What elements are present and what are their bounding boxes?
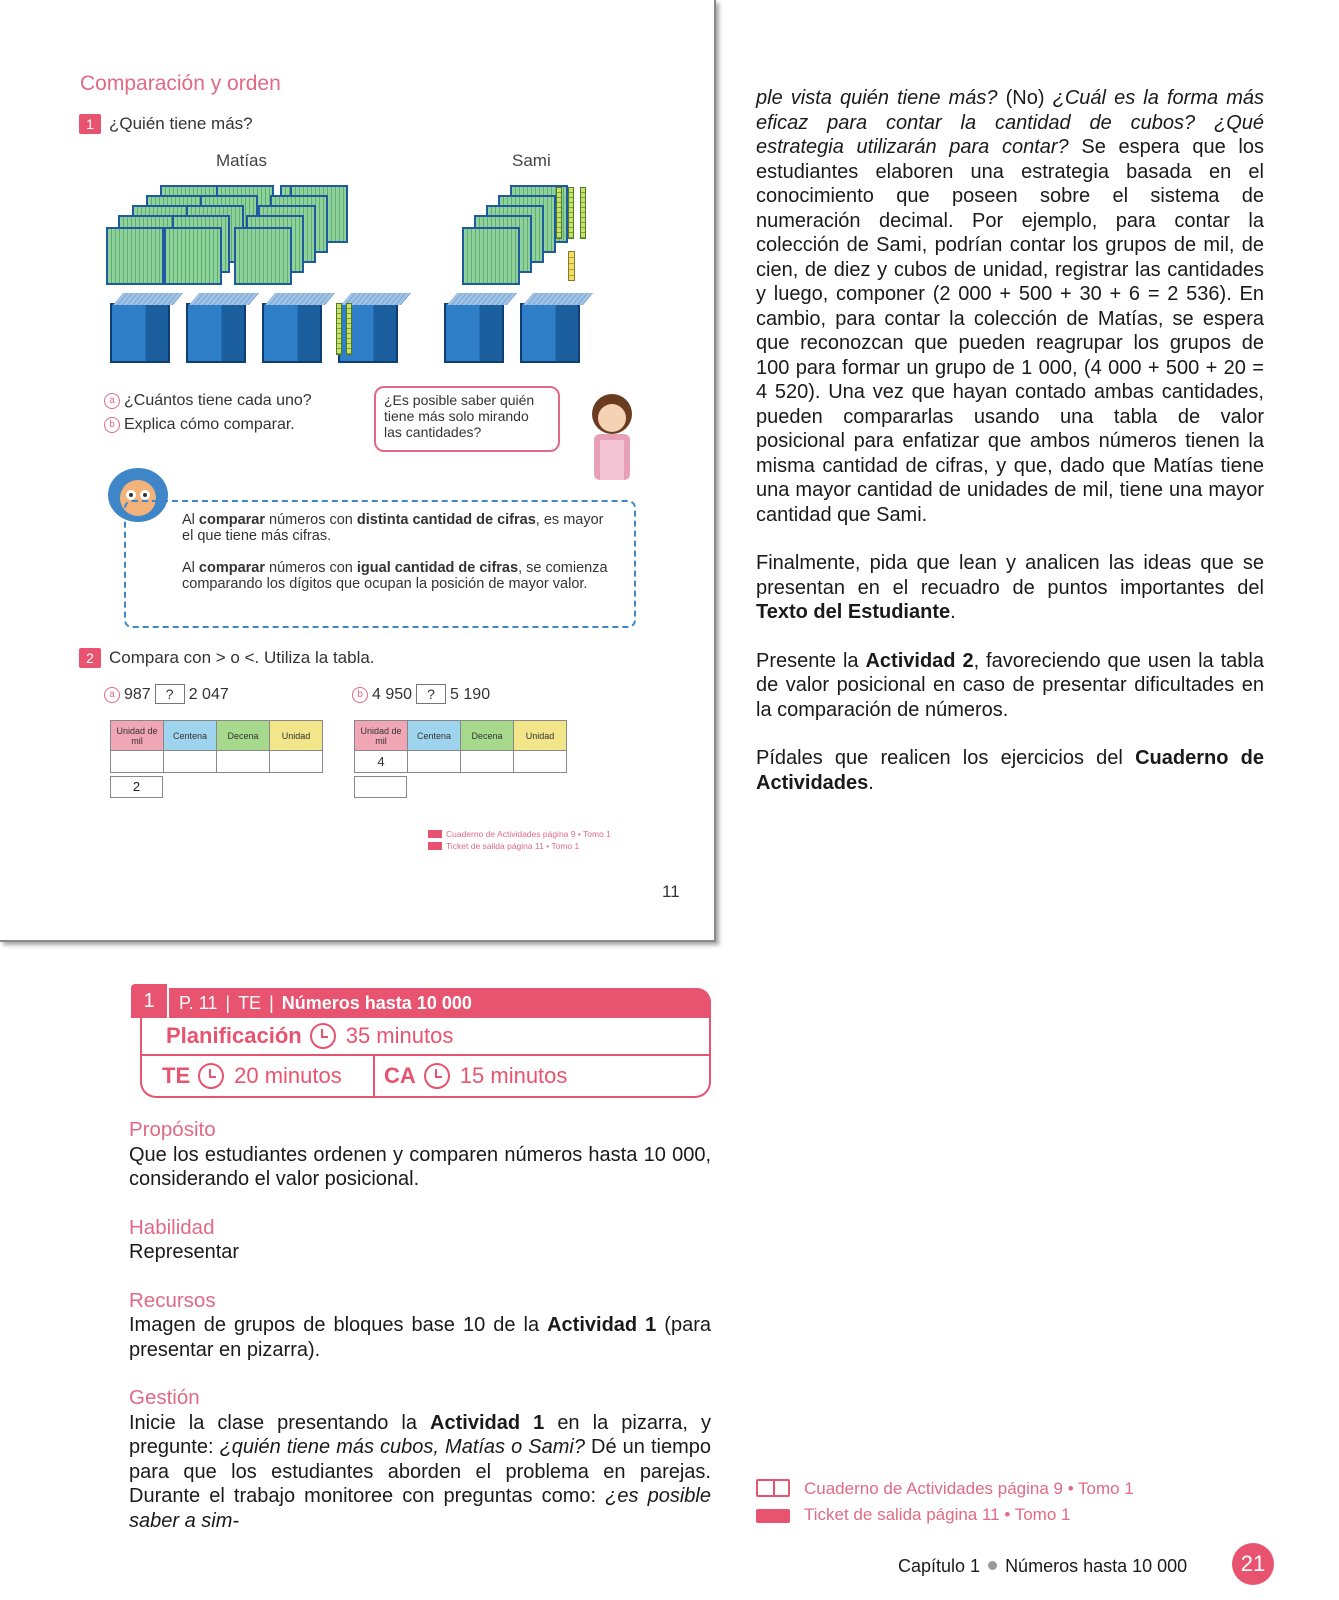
- flat-block: [462, 227, 520, 285]
- thousand-cube: [444, 303, 504, 363]
- proposito-text: Que los estudiantes ordenen y comparen números hasta 10 000, considerando el valor posicional.: [129, 1143, 711, 1190]
- ten-rod: [336, 303, 342, 355]
- number-left: 987: [124, 686, 151, 703]
- page-number: 21: [1232, 1543, 1274, 1585]
- question-2-text: Compara con > o <. Utiliza la tabla.: [109, 648, 375, 667]
- footer-title: Números hasta 10 000: [1005, 1556, 1188, 1576]
- right-paragraph-3: Presente la Actividad 2, favoreciendo que usen la tabla de valor posicional en caso de presentar dificultades en la comparación de números.: [756, 649, 1264, 721]
- recursos-text: Imagen de grupos de bloques base 10 de la Actividad 1 (para presentar en pizarra).: [129, 1314, 711, 1361]
- number-right: 2 047: [188, 686, 229, 703]
- ticket-icon: [756, 1509, 790, 1523]
- ref-ticket: Ticket de salida página 11 • Tomo 1: [446, 841, 580, 851]
- comparison-a: [104, 684, 229, 704]
- page-footer: [898, 1556, 1187, 1577]
- divider: [373, 1056, 375, 1096]
- te-label: TE: [162, 1063, 191, 1088]
- table-header: Unidad de mil: [111, 721, 164, 751]
- table-header: Centena: [408, 721, 461, 751]
- lesson-number: 1: [131, 984, 167, 1018]
- table-cell: [354, 776, 407, 798]
- section-title: Comparación y orden: [80, 72, 281, 95]
- key-idea-2: Al comparar números con igual cantidad de cifras, se comienza comparando los dígitos que ocupan la posición de mayor valor.: [182, 560, 608, 592]
- table-cell: [270, 751, 323, 773]
- question-1-text: ¿Quién tiene más?: [109, 114, 253, 133]
- number-right: 5 190: [450, 686, 491, 703]
- ten-rod: [346, 303, 352, 355]
- question-number-badge: 2: [79, 648, 101, 668]
- lesson-page: P. 11: [179, 993, 218, 1013]
- ticket-icon: [428, 842, 442, 850]
- student-page-number: 11: [662, 882, 680, 901]
- flat-block: [234, 227, 292, 285]
- lesson-book: TE: [238, 993, 262, 1013]
- comparison-b: [352, 684, 490, 704]
- gestion-heading: Gestión: [129, 1386, 200, 1409]
- habilidad-heading: Habilidad: [129, 1215, 215, 1239]
- table-cell: [217, 751, 270, 773]
- unit-cubes: [568, 251, 575, 281]
- clock-icon: [424, 1063, 450, 1089]
- thousand-cube: [262, 303, 322, 363]
- book-icon: [756, 1479, 790, 1497]
- thousand-cube: [110, 303, 170, 363]
- number-left: 4 950: [372, 686, 413, 703]
- subquestion-a-text: ¿Cuántos tiene cada uno?: [124, 392, 312, 409]
- time-split-row: [142, 1056, 709, 1096]
- separator-dot: [988, 1561, 997, 1570]
- table-header: Unidad de mil: [355, 721, 408, 751]
- ref-ticket-text: Ticket de salida página 11 • Tomo 1: [804, 1505, 1071, 1524]
- proposito-heading: Propósito: [129, 1118, 216, 1141]
- ref-cuaderno-text: Cuaderno de Actividades página 9 • Tomo 1: [804, 1479, 1134, 1498]
- ref-cuaderno: Cuaderno de Actividades página 9 • Tomo 1: [446, 829, 611, 839]
- question-1: [79, 114, 253, 134]
- table-cell: [111, 751, 164, 773]
- lesson-topic: Números hasta 10 000: [281, 993, 472, 1013]
- letter-badge: b: [104, 417, 120, 433]
- place-value-table-b: [354, 720, 567, 773]
- ten-rod: [568, 187, 574, 239]
- subquestion-b: [104, 416, 295, 434]
- resource-refs: [756, 1476, 1134, 1528]
- table-header: Unidad: [514, 721, 567, 751]
- book-icon: [428, 830, 442, 838]
- te-time: 20 minutos: [234, 1063, 342, 1088]
- key-ideas-box: [124, 500, 636, 628]
- ca-label: CA: [384, 1063, 416, 1088]
- right-paragraph-4: Pídales que realicen los ejercicios del Cuaderno de Actividades.: [756, 747, 1264, 794]
- table-cell: [408, 751, 461, 773]
- flat-block: [106, 227, 164, 285]
- answer-box: ?: [155, 684, 185, 704]
- table-cell: [514, 751, 567, 773]
- ca-time-cell: [384, 1056, 567, 1096]
- table-cell: [164, 751, 217, 773]
- planning-header: [131, 984, 711, 1098]
- te-time-cell: [162, 1056, 342, 1096]
- planning-row: [142, 1018, 709, 1056]
- ref-cuaderno-row[interactable]: [756, 1476, 1134, 1502]
- name-matias: Matías: [216, 151, 268, 170]
- clock-icon: [310, 1023, 336, 1049]
- planning-label: Planificación: [166, 1023, 302, 1048]
- gestion-text: Inicie la clase presentando la Actividad 1 en la pizarra, y pregunte: ¿quién tiene más cubos, Matías o Sami? Dé un tiempo para que los estudiantes aborden el problema en parejas. Durante el trabajo monitoree con preguntas como: ¿es posible saber a sim-: [129, 1411, 712, 1532]
- name-sami: Sami: [512, 151, 551, 170]
- student-page-scan: [0, 0, 716, 942]
- ten-rod: [556, 187, 562, 239]
- thousand-cube: [520, 303, 580, 363]
- student-page-refs: [428, 828, 611, 852]
- ref-ticket-row[interactable]: [756, 1502, 1134, 1528]
- left-column: [129, 1118, 711, 1533]
- table-header: Centena: [164, 721, 217, 751]
- answer-box: ?: [416, 684, 446, 704]
- place-value-table-a: [110, 720, 323, 773]
- base-ten-blocks-illustration: [100, 185, 640, 375]
- right-paragraph-2: Finalmente, pida que lean y analicen las ideas que se presentan en el recuadro de puntos importantes del Texto del Estudiante.: [756, 552, 1264, 623]
- right-paragraph-1: ple vista quién tiene más? (No) ¿Cuál es la forma más eficaz para contar la cantidad de cubos? ¿Qué estrategia utilizarán para contar? Se espera que los estudiantes elaboren una estrategia basada en el conocimiento que poseen sobre el sistema de numeración decimal. Por ejemplo, para contar la colección de Sami, podrían contar los grupos de mil, de cien, de diez y cubos de unidad, registrar las cantidades y luego, componer (2 000 + 500 + 30 + 6 = 2 536). En cambio, para contar la colección de Matías, se espera que reconozcan que pueden reagrupar los grupos de 100 para formar un grupo de 1 000, (4 000 + 500 + 20 = 4 520). Una vez que hayan contado ambas cantidades, pueden compararlas usando una tabla de valor posicional para enfatizar que ambos números tienen la misma cantidad de cifras, y que, dado que Matías tiene una mayor cantidad de unidades de mil, tiene una mayor cantidad que Sami.: [756, 87, 1265, 526]
- speech-bubble: ¿Es posible saber quién tiene más solo mirando las cantidades?: [374, 386, 560, 452]
- footer-chapter: Capítulo 1: [898, 1556, 981, 1576]
- letter-badge: a: [104, 687, 120, 703]
- recursos-heading: Recursos: [129, 1288, 216, 1312]
- question-number-badge: 1: [79, 114, 101, 134]
- table-header: Decena: [217, 721, 270, 751]
- planning-box: [140, 1018, 711, 1098]
- table-cell: [461, 751, 514, 773]
- subquestion-b-text: Explica cómo comparar.: [124, 416, 295, 433]
- planning-time: 35 minutos: [345, 1023, 454, 1048]
- table-header: Decena: [461, 721, 514, 751]
- ten-rod: [580, 187, 586, 239]
- key-idea-1: Al comparar números con distinta cantidad de cifras, es mayor el que tiene más cifras.: [182, 512, 604, 544]
- letter-badge: a: [104, 393, 120, 409]
- table-cell: 2: [110, 776, 163, 798]
- letter-badge: b: [352, 687, 368, 703]
- subquestion-a: [104, 392, 312, 410]
- right-column: [756, 86, 1264, 795]
- table-header: Unidad: [270, 721, 323, 751]
- lesson-bar: P. 11 | TE | Números hasta 10 000: [169, 988, 711, 1018]
- thousand-cube: [186, 303, 246, 363]
- girl-character: [582, 390, 642, 482]
- flat-block: [164, 227, 222, 285]
- ca-time: 15 minutos: [459, 1063, 568, 1088]
- table-cell: 4: [355, 751, 408, 773]
- habilidad-text: Representar: [129, 1241, 240, 1263]
- clock-icon: [198, 1063, 224, 1089]
- question-2: [79, 648, 375, 668]
